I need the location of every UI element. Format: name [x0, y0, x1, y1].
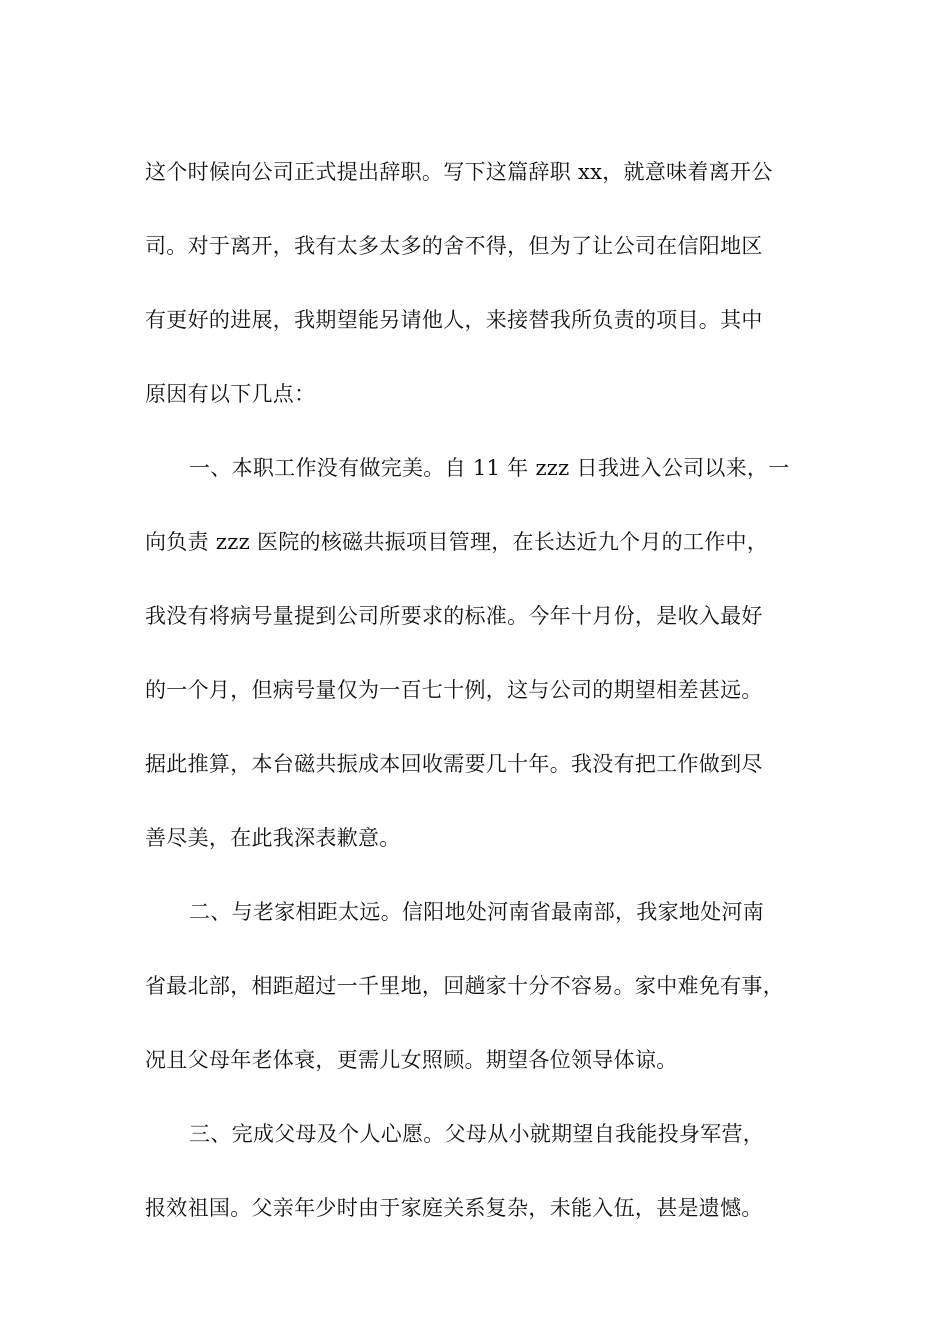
text-line: 的一个月，但病号量仅为一百七十例，这与公司的期望相差甚远。	[145, 678, 763, 702]
text-line: 省最北部，相距超过一千里地，回趟家十分不容易。家中难免有事，	[145, 974, 784, 998]
text-line: 况且父母年老体衰，更需儿女照顾。期望各位领导体谅。	[145, 1048, 678, 1072]
paragraph-three-start: 三、完成父母及个人心愿。父母从小就期望自我能投身军营，	[189, 1122, 765, 1146]
text-line: 这个时候向公司正式提出辞职。写下这篇辞职 xx，就意味着离开公	[145, 160, 773, 184]
text-line: 据此推算，本台磁共振成本回收需要几十年。我没有把工作做到尽	[145, 752, 763, 776]
text-line: 善尽美，在此我深表歉意。	[145, 826, 401, 850]
text-line: 向负责 zzz 医院的核磁共振项目管理，在长达近九个月的工作中，	[145, 530, 769, 554]
text-line: 报效祖国。父亲年少时由于家庭关系复杂，未能入伍，甚是遗憾。	[145, 1196, 763, 1220]
text-line: 原因有以下几点：	[145, 382, 316, 406]
paragraph-one-start: 一、本职工作没有做完美。自 11 年 zzz 日我进入公司以来，一	[189, 456, 790, 480]
paragraph-two-start: 二、与老家相距太远。信阳地处河南省最南部，我家地处河南	[189, 900, 765, 924]
text-line: 司。对于离开，我有太多太多的舍不得，但为了让公司在信阳地区	[145, 234, 763, 258]
text-line: 我没有将病号量提到公司所要求的标准。今年十月份，是收入最好	[145, 604, 763, 628]
document-body	[145, 135, 810, 1245]
text-line: 有更好的进展，我期望能另请他人，来接替我所负责的项目。其中	[145, 308, 763, 332]
